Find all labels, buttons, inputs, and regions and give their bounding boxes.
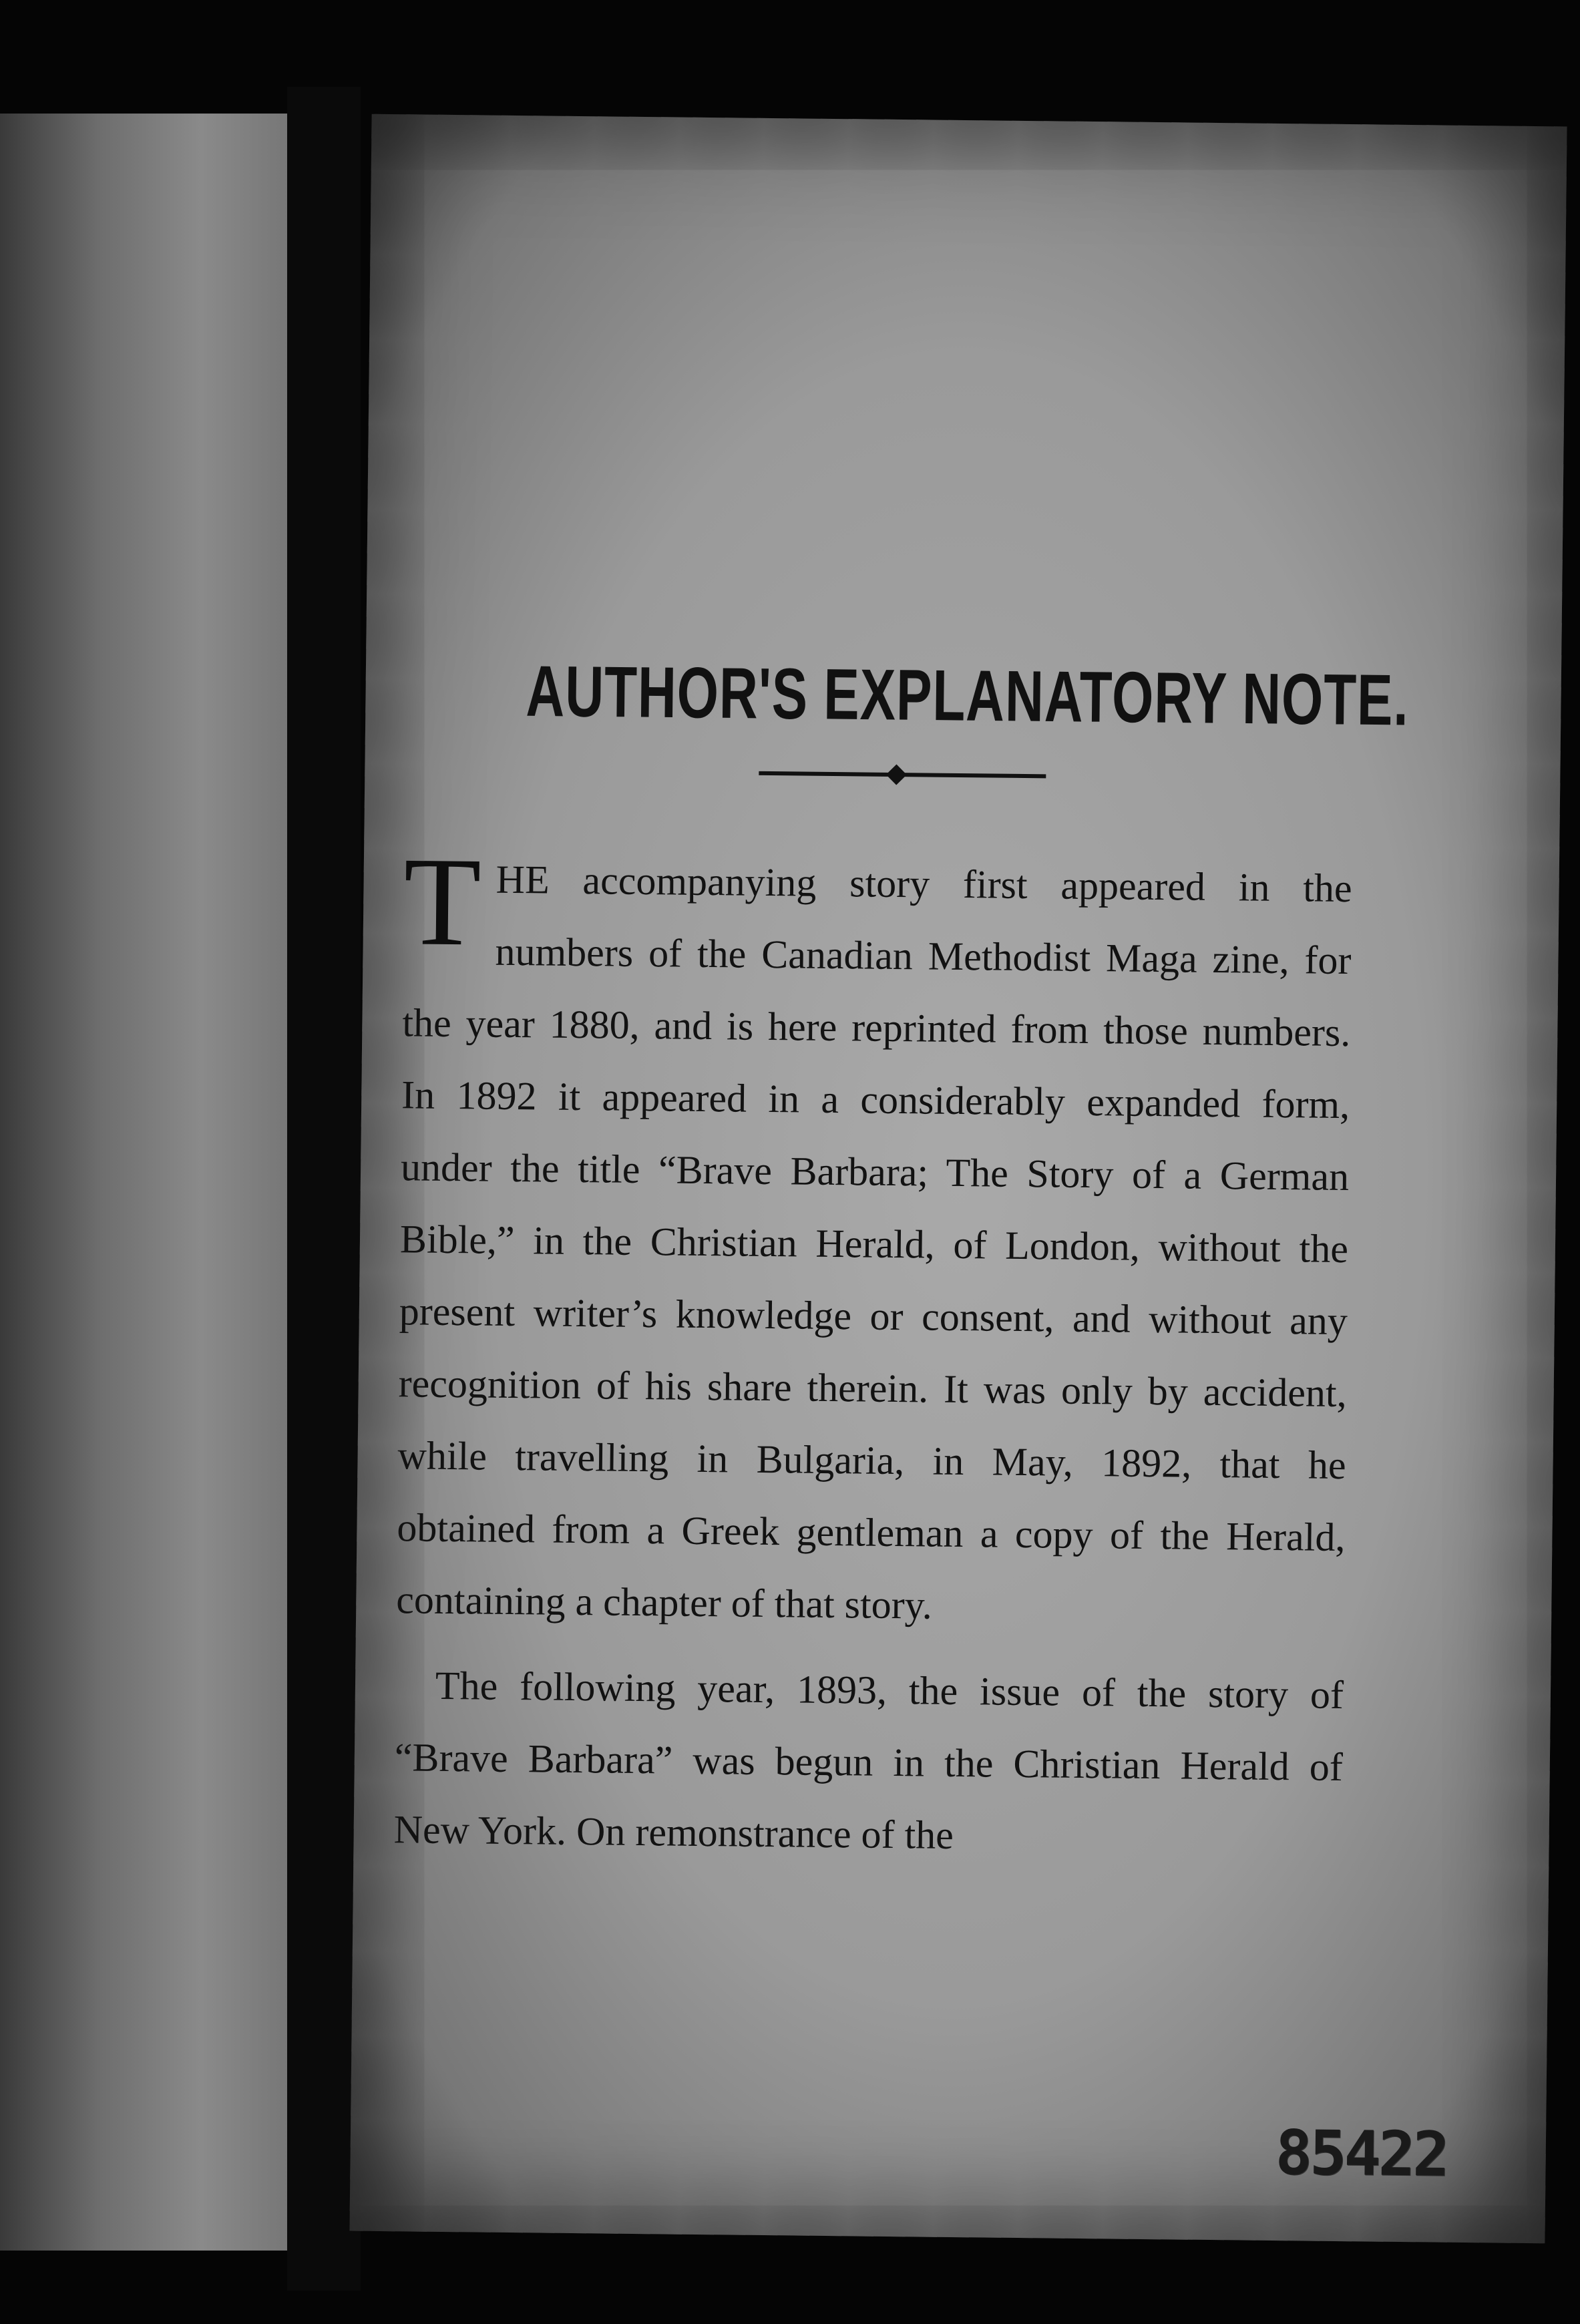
drop-cap: T [403, 831, 482, 973]
paragraph-1-text: HE accompanying story first appeared in the numbers of the Canadian Methodist Maga zine, for the year 1880, and is here reprinted from those numbers. In 1892 it appeared in a considerably expanded form, under the title “Brave Barbara; The Story of a German Bible,” in the Christian Herald, of London, without the present writer’s knowledge or consent, and without any recognition of his share therein. It was only by accident, while travelling in Bulgaria, in May, 1892, that he obtained from a Greek gentleman a copy of the Herald, containing a chapter of that story. [396, 857, 1352, 1627]
ornament-divider [759, 771, 1046, 779]
book-page [349, 114, 1567, 2244]
paragraph-1 [396, 831, 1352, 1645]
facing-page [0, 114, 287, 2251]
page-title: AUTHOR'S EXPLANATORY NOTE. [525, 650, 1410, 741]
body-text [393, 831, 1352, 1875]
paragraph-2: The following year, 1893, the issue of the story of “Brave Barbara” was begun in the Christian Herald of New York. On remonstrance of the [393, 1663, 1344, 1857]
accession-stamp: 85422 [1275, 2117, 1448, 2190]
book-gutter [287, 87, 361, 2291]
